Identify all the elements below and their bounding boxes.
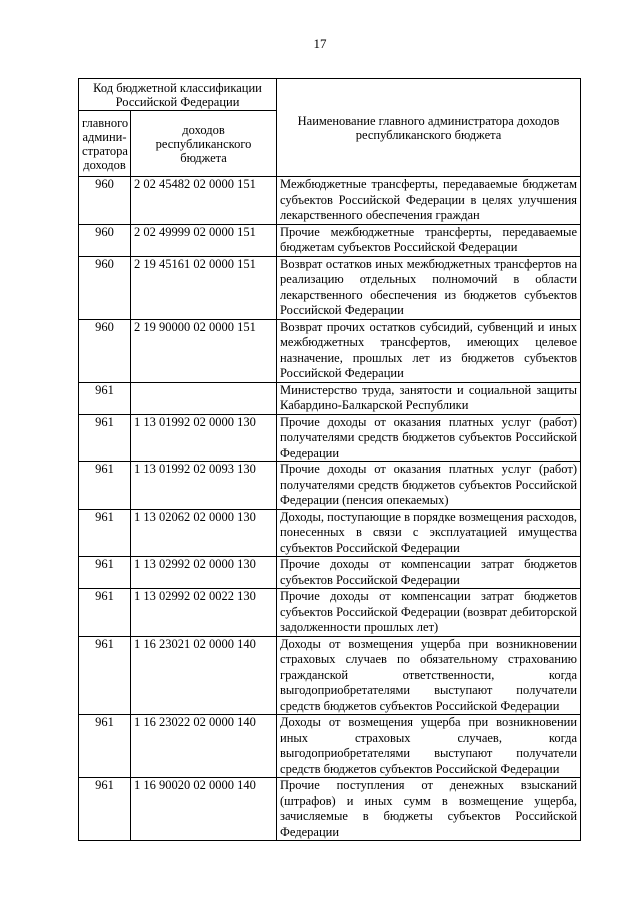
revenue-name-cell: Межбюджетные трансферты, передаваемые бюджетам субъектов Российской Федерации в целях улучшения лекарственного обеспечения граждан (277, 177, 581, 225)
table-row (79, 778, 581, 841)
revenue-name-cell: Доходы от возмещения ущерба при возникновении иных страховых случаев, когда выгодоприобретателями выступают получатели средств бюджетов субъектов Российской Федерации (277, 715, 581, 778)
table-row (79, 557, 581, 589)
revenue-code-cell: 1 16 90020 02 0000 140 (131, 778, 277, 841)
admin-code-cell: 961 (79, 636, 131, 715)
revenue-code-cell: 1 13 02062 02 0000 130 (131, 509, 277, 557)
admin-code-cell: 960 (79, 224, 131, 256)
table-row (79, 319, 581, 382)
admin-code-cell: 961 (79, 557, 131, 589)
header-classification-group: Код бюджетной классификации Российской Федерации (79, 79, 277, 111)
revenue-name-cell: Возврат остатков иных межбюджетных трансфертов на реализацию отдельных полномочий в области лекарственного обеспечения из бюджетов субъектов Российской Федерации (277, 256, 581, 319)
revenue-name-cell: Прочие поступления от денежных взысканий (штрафов) и иных сумм в возмещение ущерба, зачисляемые в бюджеты субъектов Российской Федерации (277, 778, 581, 841)
revenue-code-cell: 1 16 23022 02 0000 140 (131, 715, 277, 778)
table-row (79, 589, 581, 637)
admin-code-cell: 960 (79, 177, 131, 225)
revenue-name-cell: Прочие доходы от компенсации затрат бюджетов субъектов Российской Федерации (277, 557, 581, 589)
admin-code-cell: 961 (79, 509, 131, 557)
table-row (79, 509, 581, 557)
revenue-name-cell: Прочие доходы от оказания платных услуг (работ) получателями средств бюджетов субъектов Российской Федерации (277, 414, 581, 462)
revenue-name-cell: Прочие межбюджетные трансферты, передаваемые бюджетам субъектов Российской Федерации (277, 224, 581, 256)
admin-code-cell: 960 (79, 256, 131, 319)
admin-code-cell: 960 (79, 319, 131, 382)
revenue-name-cell: Доходы от возмещения ущерба при возникновении страховых случаев по обязательному страхованию гражданской ответственности, когда выгодоприобретателями выступают получатели средств бюджетов субъектов Российской Федерации (277, 636, 581, 715)
table-row (79, 177, 581, 225)
table-row (79, 715, 581, 778)
table-row (79, 462, 581, 510)
revenue-code-cell: 2 02 45482 02 0000 151 (131, 177, 277, 225)
admin-code-cell: 961 (79, 778, 131, 841)
admin-code-cell: 961 (79, 462, 131, 510)
revenue-code-cell (131, 382, 277, 414)
budget-classification-table (78, 78, 581, 841)
revenue-code-cell: 1 13 02992 02 0000 130 (131, 557, 277, 589)
revenue-code-cell: 1 16 23021 02 0000 140 (131, 636, 277, 715)
header-revenue-code: доходов республиканского бюджета (131, 111, 277, 177)
table-row (79, 256, 581, 319)
admin-code-cell: 961 (79, 589, 131, 637)
admin-code-cell: 961 (79, 382, 131, 414)
table-row (79, 224, 581, 256)
table-row (79, 636, 581, 715)
revenue-code-cell: 2 19 90000 02 0000 151 (131, 319, 277, 382)
revenue-code-cell: 2 19 45161 02 0000 151 (131, 256, 277, 319)
admin-code-cell: 961 (79, 715, 131, 778)
table-row (79, 382, 581, 414)
revenue-name-cell: Доходы, поступающие в порядке возмещения расходов, понесенных в связи с эксплуатацией имущества субъектов Российской Федерации (277, 509, 581, 557)
revenue-name-cell: Прочие доходы от компенсации затрат бюджетов субъектов Российской Федерации (возврат дебиторской задолженности прошлых лет) (277, 589, 581, 637)
header-admin-code: главного админи-стратора доходов (79, 111, 131, 177)
header-administrator-name: Наименование главного администратора доходов республиканского бюджета (277, 79, 581, 177)
page-number: 17 (313, 36, 327, 51)
revenue-code-cell: 1 13 01992 02 0000 130 (131, 414, 277, 462)
revenue-code-cell: 1 13 01992 02 0093 130 (131, 462, 277, 510)
revenue-name-cell: Возврат прочих остатков субсидий, субвенций и иных межбюджетных трансфертов, имеющих целевое назначение, прошлых лет из бюджетов субъектов Российской Федерации (277, 319, 581, 382)
revenue-name-cell: Министерство труда, занятости и социальной защиты Кабардино-Балкарской Республики (277, 382, 581, 414)
revenue-code-cell: 2 02 49999 02 0000 151 (131, 224, 277, 256)
revenue-code-cell: 1 13 02992 02 0022 130 (131, 589, 277, 637)
admin-code-cell: 961 (79, 414, 131, 462)
revenue-name-cell: Прочие доходы от оказания платных услуг (работ) получателями средств бюджетов субъектов Российской Федерации (пенсия опекаемых) (277, 462, 581, 510)
table-row (79, 414, 581, 462)
